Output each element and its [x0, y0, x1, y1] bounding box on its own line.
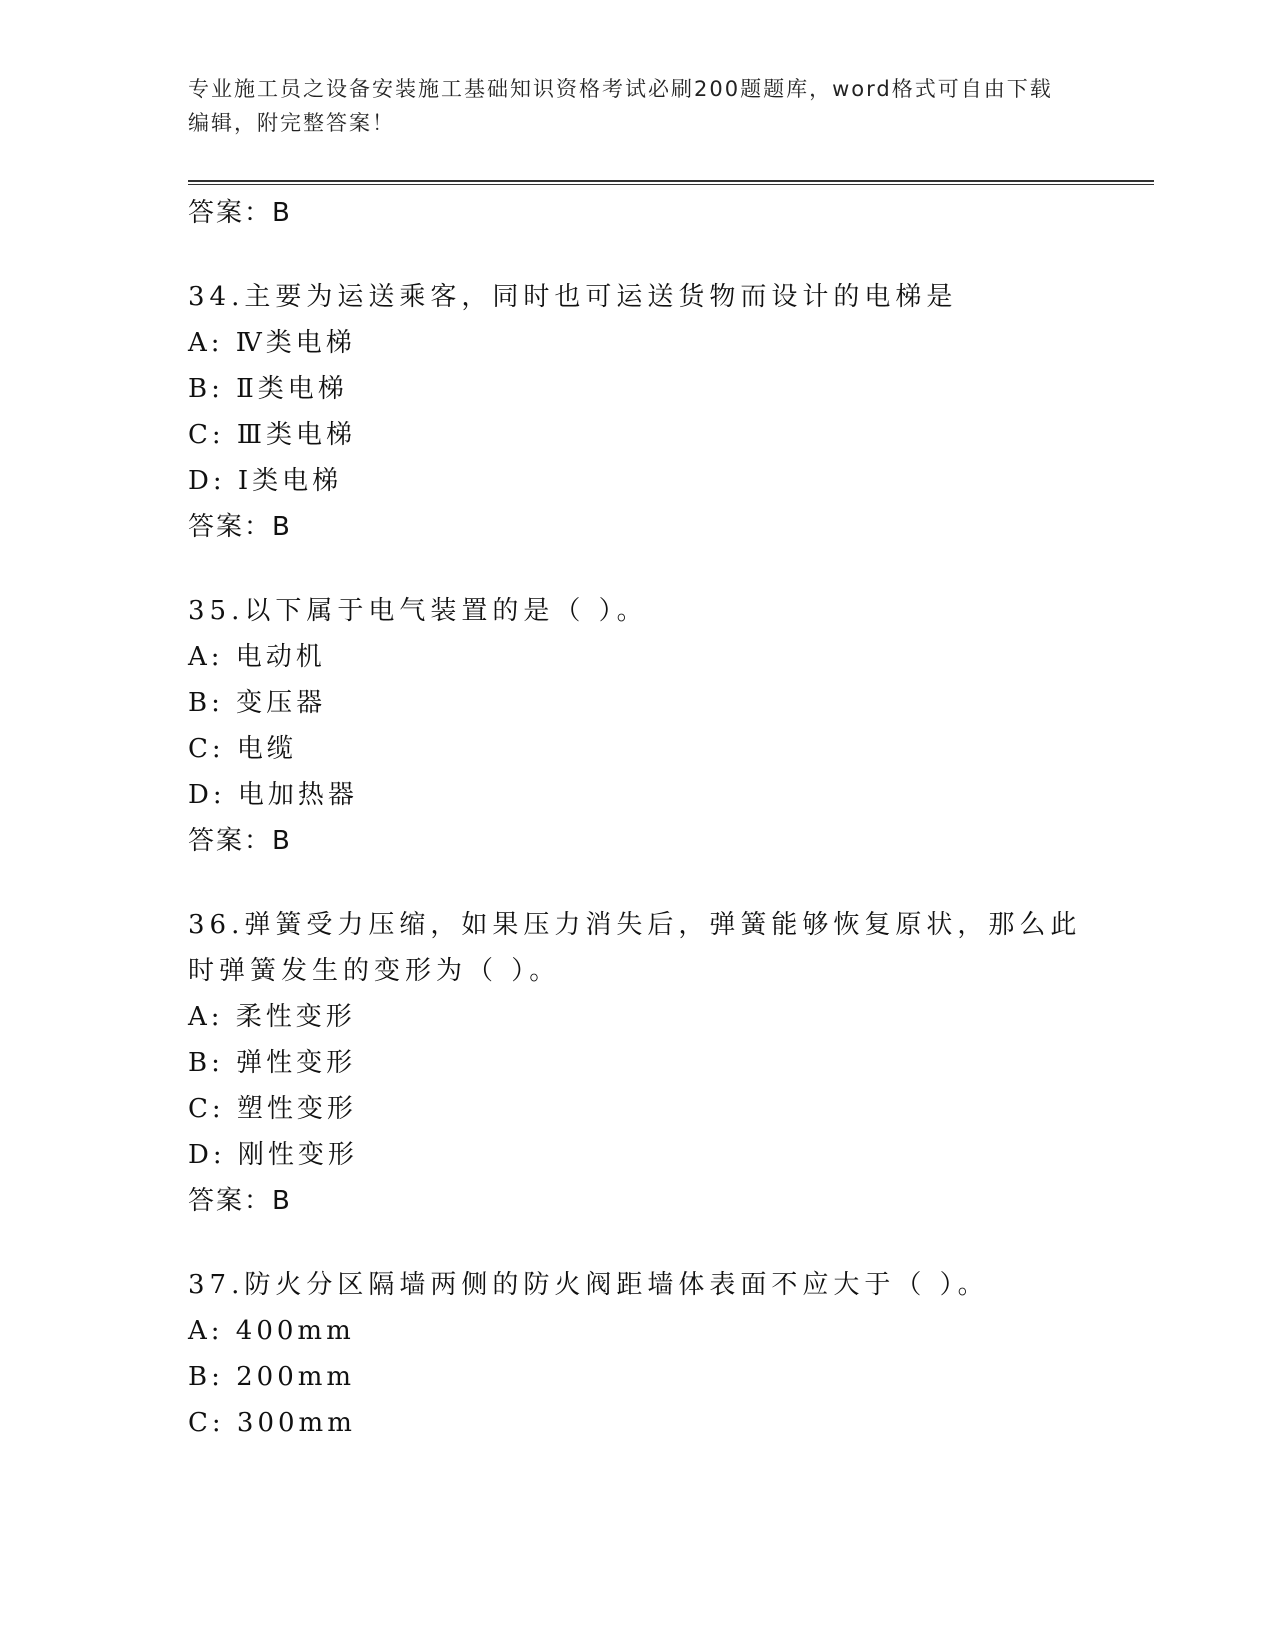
option-c: C: Ⅲ类电梯 — [188, 420, 356, 450]
answer-line: 答案：B — [188, 826, 292, 856]
option-b: B: Ⅱ类电梯 — [188, 374, 348, 404]
option-b: B: 200mm — [188, 1362, 356, 1392]
option-c: C: 塑性变形 — [188, 1094, 357, 1124]
option-a: A: 电动机 — [188, 642, 326, 672]
option-b: B: 变压器 — [188, 688, 327, 718]
question-text: 37.防火分区隔墙两侧的防火阀距墙体表面不应大于（ ）。 — [188, 1270, 989, 1300]
answer-line: 答案：B — [188, 512, 292, 542]
answer-line: 答案：B — [188, 198, 292, 228]
option-a: A: Ⅳ类电梯 — [188, 328, 356, 358]
option-d: D: 电加热器 — [188, 780, 358, 810]
question-list — [188, 190, 1088, 1446]
option-a: A: 柔性变形 — [188, 1002, 356, 1032]
question-text: 35.以下属于电气装置的是（ ）。 — [188, 596, 648, 626]
option-c: C: 电缆 — [188, 734, 297, 764]
question-37 — [188, 1262, 1088, 1446]
document-header: 专业施工员之设备安装施工基础知识资格考试必刷200题题库，word格式可自由下载编辑，附完整答案！ — [188, 77, 1053, 135]
header-divider — [188, 180, 1154, 182]
option-d: D: 刚性变形 — [188, 1140, 358, 1170]
option-c: C: 300mm — [188, 1408, 356, 1438]
option-b: B: 弹性变形 — [188, 1048, 357, 1078]
option-d: D: Ⅰ类电梯 — [188, 466, 343, 496]
question-text: 36.弹簧受力压缩，如果压力消失后，弹簧能够恢复原状，那么此时弹簧发生的变形为（ ）。 — [188, 910, 1082, 986]
answer-line: 答案：B — [188, 1186, 292, 1216]
question-36 — [188, 902, 1088, 1224]
header-divider-thin — [188, 184, 1154, 185]
option-a: A: 400mm — [188, 1316, 355, 1346]
question-text: 34.主要为运送乘客，同时也可运送货物而设计的电梯是 — [188, 282, 958, 312]
question-35 — [188, 588, 1088, 864]
question-34 — [188, 274, 1088, 550]
